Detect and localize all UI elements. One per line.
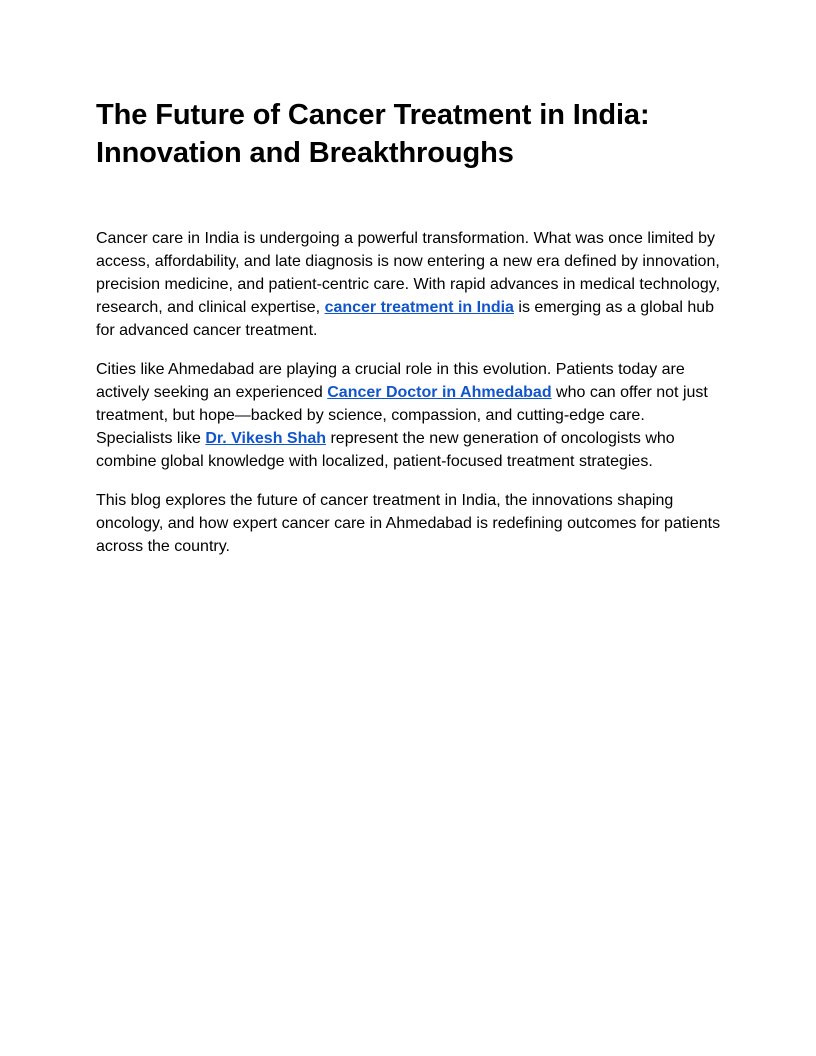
link-cancer-treatment-in-india[interactable]: cancer treatment in India <box>324 299 514 316</box>
document-page <box>96 96 724 574</box>
paragraph-intro-text-end: is emerging as a global hub for advanced cancer treatment. <box>96 299 715 339</box>
paragraph-intro-text: Cancer care in India is undergoing a powerful transformation. What was once limited by access, affordability, and late diagnosis is now entering a new era defined by innovation, precision medicine, and patient-centric care. With rapid advances in medical technology, research, and clinical expertise, <box>96 230 721 316</box>
document-body <box>96 227 724 558</box>
document-title <box>96 96 724 172</box>
title-line-2: Innovation and Breakthroughs <box>96 137 514 169</box>
paragraph-ahmedabad-text: Cities like Ahmedabad are playing a crucial role in this evolution. Patients today are actively seeking an experienced <box>96 361 685 401</box>
paragraph-ahmedabad <box>96 358 724 473</box>
paragraph-intro <box>96 227 724 342</box>
link-dr-vikesh-shah[interactable]: Dr. Vikesh Shah <box>205 430 327 447</box>
paragraph-ahmedabad-text-middle: who can offer not just treatment, but hope—backed by science, compassion, and cutting-edge care. Specialists like <box>96 384 708 447</box>
title-line-1: The Future of Cancer Treatment in India: <box>96 99 650 131</box>
link-cancer-doctor-ahmedabad[interactable]: Cancer Doctor in Ahmedabad <box>327 384 552 401</box>
paragraph-ahmedabad-text-end: represent the new generation of oncologists who combine global knowledge with localized, patient-focused treatment strategies. <box>96 430 675 470</box>
paragraph-blog-overview: This blog explores the future of cancer treatment in India, the innovations shaping oncology, and how expert cancer care in Ahmedabad is redefining outcomes for patients across the country. <box>96 492 721 555</box>
